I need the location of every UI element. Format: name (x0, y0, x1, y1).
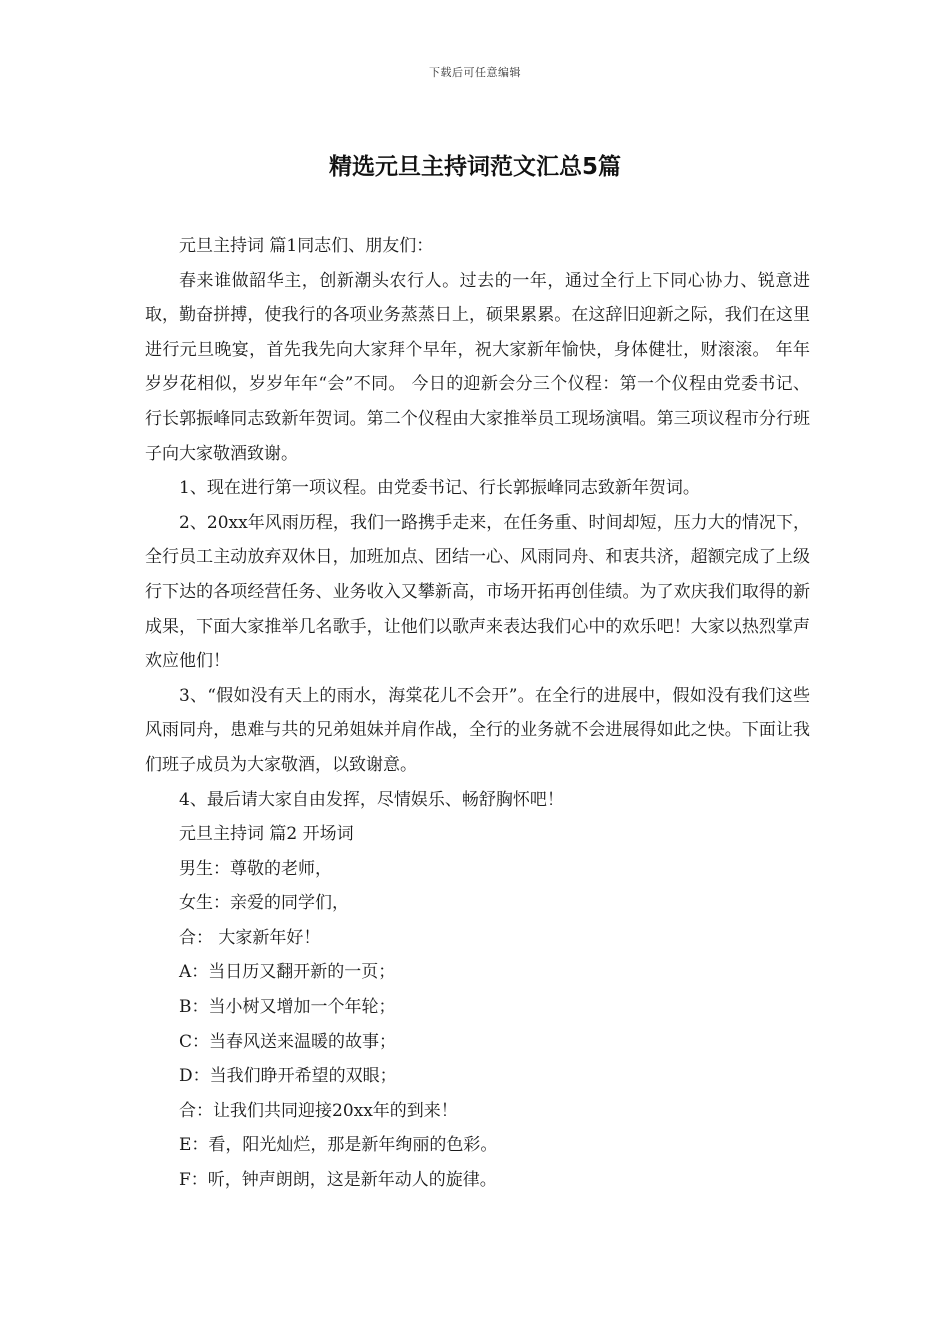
paragraph: D：当我们睁开希望的双眼； (179, 1066, 397, 1087)
paragraph: 元旦主持词 篇2 开场词 (179, 824, 354, 845)
paragraph: 3、“假如没有天上的雨水，海棠花儿不会开”。在全行的进展中，假如没有我们这些风雨同舟，患难与共的兄弟姐妹并肩作战，全行的业务就不会进展得如此之快。下面让我们班子成员为大家敬酒，以致谢意。 (145, 685, 810, 775)
paragraph: E：看，阳光灿烂，那是新年绚丽的色彩。 (179, 1135, 498, 1156)
paragraph: C：当春风送来温暖的故事； (179, 1031, 397, 1052)
paragraph: F：听，钟声朗朗，这是新年动人的旋律。 (179, 1170, 497, 1191)
paragraph: A：当日历又翻开新的一页； (179, 962, 396, 983)
paragraph: 男生：尊敬的老师， (179, 858, 332, 879)
paragraph: 4、最后请大家自由发挥，尽情娱乐、畅舒胸怀吧！ (179, 789, 564, 810)
document-body (145, 229, 810, 1198)
document-title: 精选元旦主持词范文汇总5篇 (328, 154, 621, 180)
paragraph: 1、现在进行第一项议程。由党委书记、行长郭振峰同志致新年贺词。 (179, 478, 700, 499)
paragraph: 春来谁做韶华主，创新潮头农行人。过去的一年，通过全行上下同心协力、锐意进取，勤奋拼搏，使我行的各项业务蒸蒸日上，硕果累累。在这辞旧迎新之际，我们在这里进行元旦晚宴，首先我先向大家拜个早年，祝大家新年愉快，身体健壮，财滚滚。 年年岁岁花相似，岁岁年年“会”不同。 今日的迎新会分三个仪程：第一个仪程由党委书记、行长郭振峰同志致新年贺词。第二个仪程由大家推举员工现场演唱。第三项议程市分行班子向大家敬酒致谢。 (145, 270, 810, 464)
paragraph: 合： 大家新年好！ (179, 927, 321, 948)
header-note: 下载后可任意编辑 (429, 66, 521, 79)
paragraph: 2、20xx年风雨历程，我们一路携手走来，在任务重、时间却短，压力大的情况下，全行员工主动放弃双休日，加班加点、团结一心、风雨同舟、和衷共济，超额完成了上级行下达的各项经营任务、业务收入又攀新高，市场开拓再创佳绩。为了欢庆我们取得的新成果，下面大家推举几名歌手，让他们以歌声来表达我们心中的欢乐吧！大家以热烈掌声欢应他们！ (145, 512, 810, 672)
paragraph: 合：让我们共同迎接20xx年的到来！ (179, 1100, 458, 1121)
paragraph: 女生：亲爱的同学们， (179, 893, 349, 914)
paragraph: B：当小树又增加一个年轮； (179, 997, 396, 1018)
paragraph: 元旦主持词 篇1同志们、朋友们： (179, 236, 434, 256)
